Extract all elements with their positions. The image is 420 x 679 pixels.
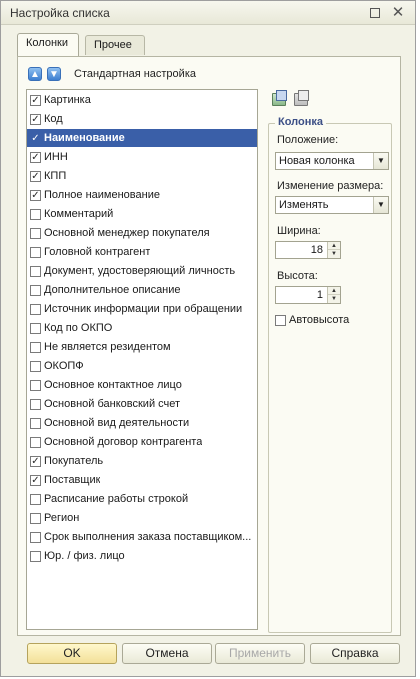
list-item-label: ОКОПФ — [44, 360, 84, 372]
list-item-label: Документ, удостоверяющий личность — [44, 265, 236, 277]
spin-up-icon[interactable]: ▲ — [328, 287, 340, 295]
list-item[interactable] — [27, 243, 257, 261]
checkbox-checked-icon[interactable]: ✓ — [31, 455, 40, 467]
checkbox-checked-icon[interactable]: ✓ — [31, 94, 40, 106]
list-item[interactable] — [27, 433, 257, 451]
list-item[interactable] — [27, 452, 257, 470]
list-item-label: Не является резидентом — [44, 341, 171, 353]
standard-settings-link[interactable]: Стандартная настройка — [74, 68, 196, 80]
column-properties-group — [268, 116, 392, 633]
list-item-label: ИНН — [44, 151, 68, 163]
list-item[interactable] — [27, 319, 257, 337]
column-picture-grey-icon[interactable] — [294, 93, 308, 106]
checkbox-unchecked-icon[interactable] — [30, 494, 41, 505]
checkbox-unchecked-icon[interactable] — [30, 247, 41, 258]
list-item[interactable] — [27, 395, 257, 413]
list-item-label: Основной договор контрагента — [44, 436, 203, 448]
columns-panel — [17, 56, 401, 636]
list-item[interactable] — [27, 110, 257, 128]
list-item[interactable] — [27, 357, 257, 375]
position-label: Положение: — [277, 134, 339, 146]
list-item[interactable] — [27, 509, 257, 527]
checkbox-unchecked-icon[interactable] — [30, 532, 41, 543]
checkbox-unchecked-icon[interactable] — [30, 551, 41, 562]
help-button[interactable]: Справка — [310, 643, 400, 664]
list-item-label: Основной менеджер покупателя — [44, 227, 210, 239]
tab-other[interactable]: Прочее — [85, 35, 145, 55]
list-item-label: Срок выполнения заказа поставщиком... — [44, 531, 252, 543]
width-spin-buttons — [327, 242, 340, 258]
arrow-down-icon[interactable]: ▼ — [47, 67, 61, 81]
list-item[interactable] — [27, 167, 257, 185]
checkbox-unchecked-icon[interactable] — [30, 228, 41, 239]
group-title: Колонка — [275, 116, 326, 128]
checkbox-unchecked-icon[interactable] — [30, 209, 41, 220]
spin-down-icon[interactable]: ▼ — [331, 251, 337, 257]
list-item[interactable] — [27, 414, 257, 432]
checkbox-unchecked-icon[interactable] — [30, 304, 41, 315]
checkbox-checked-icon[interactable]: ✓ — [31, 151, 40, 163]
checkbox-unchecked-icon[interactable] — [30, 361, 41, 372]
list-item[interactable] — [27, 490, 257, 508]
list-item-label: Головной контрагент — [44, 246, 151, 258]
list-item-label: Комментарий — [44, 208, 114, 220]
list-item-label: Полное наименование — [44, 189, 160, 201]
chevron-down-icon[interactable]: ▼ — [373, 153, 388, 169]
height-label: Высота: — [277, 270, 318, 282]
list-item-label: Расписание работы строкой — [44, 493, 189, 505]
checkbox-unchecked-icon[interactable] — [30, 418, 41, 429]
checkbox-checked-icon[interactable]: ✓ — [31, 113, 40, 125]
resize-select[interactable] — [275, 196, 389, 214]
height-value: 1 — [316, 289, 323, 301]
list-item-label: Основной вид деятельности — [44, 417, 190, 429]
resize-label: Изменение размера: — [277, 180, 384, 192]
dialog-buttons — [1, 643, 415, 669]
checkbox-box[interactable] — [275, 315, 286, 326]
autoheight-label: Автовысота — [289, 314, 350, 326]
list-item[interactable] — [27, 129, 257, 147]
list-item[interactable] — [27, 528, 257, 546]
apply-button[interactable]: Применить — [215, 643, 305, 664]
checkbox-unchecked-icon[interactable] — [30, 399, 41, 410]
width-spinner[interactable] — [275, 241, 341, 259]
list-item-label: Код по ОКПО — [44, 322, 113, 334]
list-item-label: Источник информации при обращении — [44, 303, 243, 315]
list-item[interactable] — [27, 471, 257, 489]
columns-list[interactable] — [26, 89, 258, 630]
list-item-label: Основное контактное лицо — [44, 379, 182, 391]
checkbox-unchecked-icon[interactable] — [30, 342, 41, 353]
list-item[interactable] — [27, 186, 257, 204]
tab-columns[interactable]: Колонки — [17, 33, 79, 56]
autoheight-checkbox[interactable] — [275, 314, 349, 326]
list-item-label: Картинка — [44, 94, 91, 106]
checkbox-unchecked-icon[interactable] — [30, 285, 41, 296]
checkbox-unchecked-icon[interactable] — [30, 437, 41, 448]
list-item[interactable] — [27, 224, 257, 242]
ok-button[interactable]: OK — [27, 643, 117, 664]
spin-up-icon[interactable]: ▲ — [328, 242, 340, 250]
close-button[interactable]: ✕ — [391, 4, 405, 21]
list-item[interactable] — [27, 300, 257, 318]
list-item[interactable] — [27, 281, 257, 299]
arrow-up-icon[interactable]: ▲ — [28, 67, 42, 81]
list-item-label: Покупатель — [44, 455, 104, 467]
resize-value: Изменять — [279, 199, 329, 211]
list-item[interactable] — [27, 338, 257, 356]
list-item-label: Регион — [44, 512, 80, 524]
list-item-label: Основной банковский счет — [44, 398, 181, 410]
list-item[interactable] — [27, 262, 257, 280]
list-item-label: Код — [44, 113, 63, 125]
list-item-label: Дополнительное описание — [44, 284, 181, 296]
position-value: Новая колонка — [279, 155, 355, 167]
height-spin-buttons — [327, 287, 340, 303]
checkbox-checked-icon[interactable]: ✓ — [31, 474, 40, 486]
checkbox-checked-icon[interactable]: ✓ — [31, 132, 40, 144]
height-spinner[interactable] — [275, 286, 341, 304]
chevron-down-icon[interactable]: ▼ — [373, 197, 388, 213]
window-title: Настройка списка — [10, 6, 110, 20]
cancel-button[interactable]: Отмена — [122, 643, 212, 664]
restore-icon — [370, 8, 380, 18]
list-item-label: Юр. / физ. лицо — [44, 550, 125, 562]
checkbox-unchecked-icon[interactable] — [30, 513, 41, 524]
list-item[interactable] — [27, 91, 257, 109]
width-value: 18 — [310, 244, 323, 256]
spin-down-icon[interactable]: ▼ — [331, 296, 337, 302]
checkbox-checked-icon[interactable]: ✓ — [31, 170, 40, 182]
position-select[interactable] — [275, 152, 389, 170]
restore-button[interactable] — [367, 5, 383, 21]
column-picture-icon[interactable] — [272, 93, 286, 106]
checkbox-checked-icon[interactable]: ✓ — [31, 189, 40, 201]
checkbox-unchecked-icon[interactable] — [30, 266, 41, 277]
checkbox-unchecked-icon[interactable] — [30, 323, 41, 334]
width-label: Ширина: — [277, 225, 321, 237]
list-item-label: КПП — [44, 170, 67, 182]
list-item-label: Наименование — [44, 132, 125, 144]
list-item[interactable] — [27, 547, 257, 565]
list-item[interactable] — [27, 205, 257, 223]
checkbox-unchecked-icon[interactable] — [30, 380, 41, 391]
list-item[interactable] — [27, 376, 257, 394]
title-bar — [1, 1, 415, 25]
list-item-label: Поставщик — [44, 474, 101, 486]
list-item[interactable] — [27, 148, 257, 166]
